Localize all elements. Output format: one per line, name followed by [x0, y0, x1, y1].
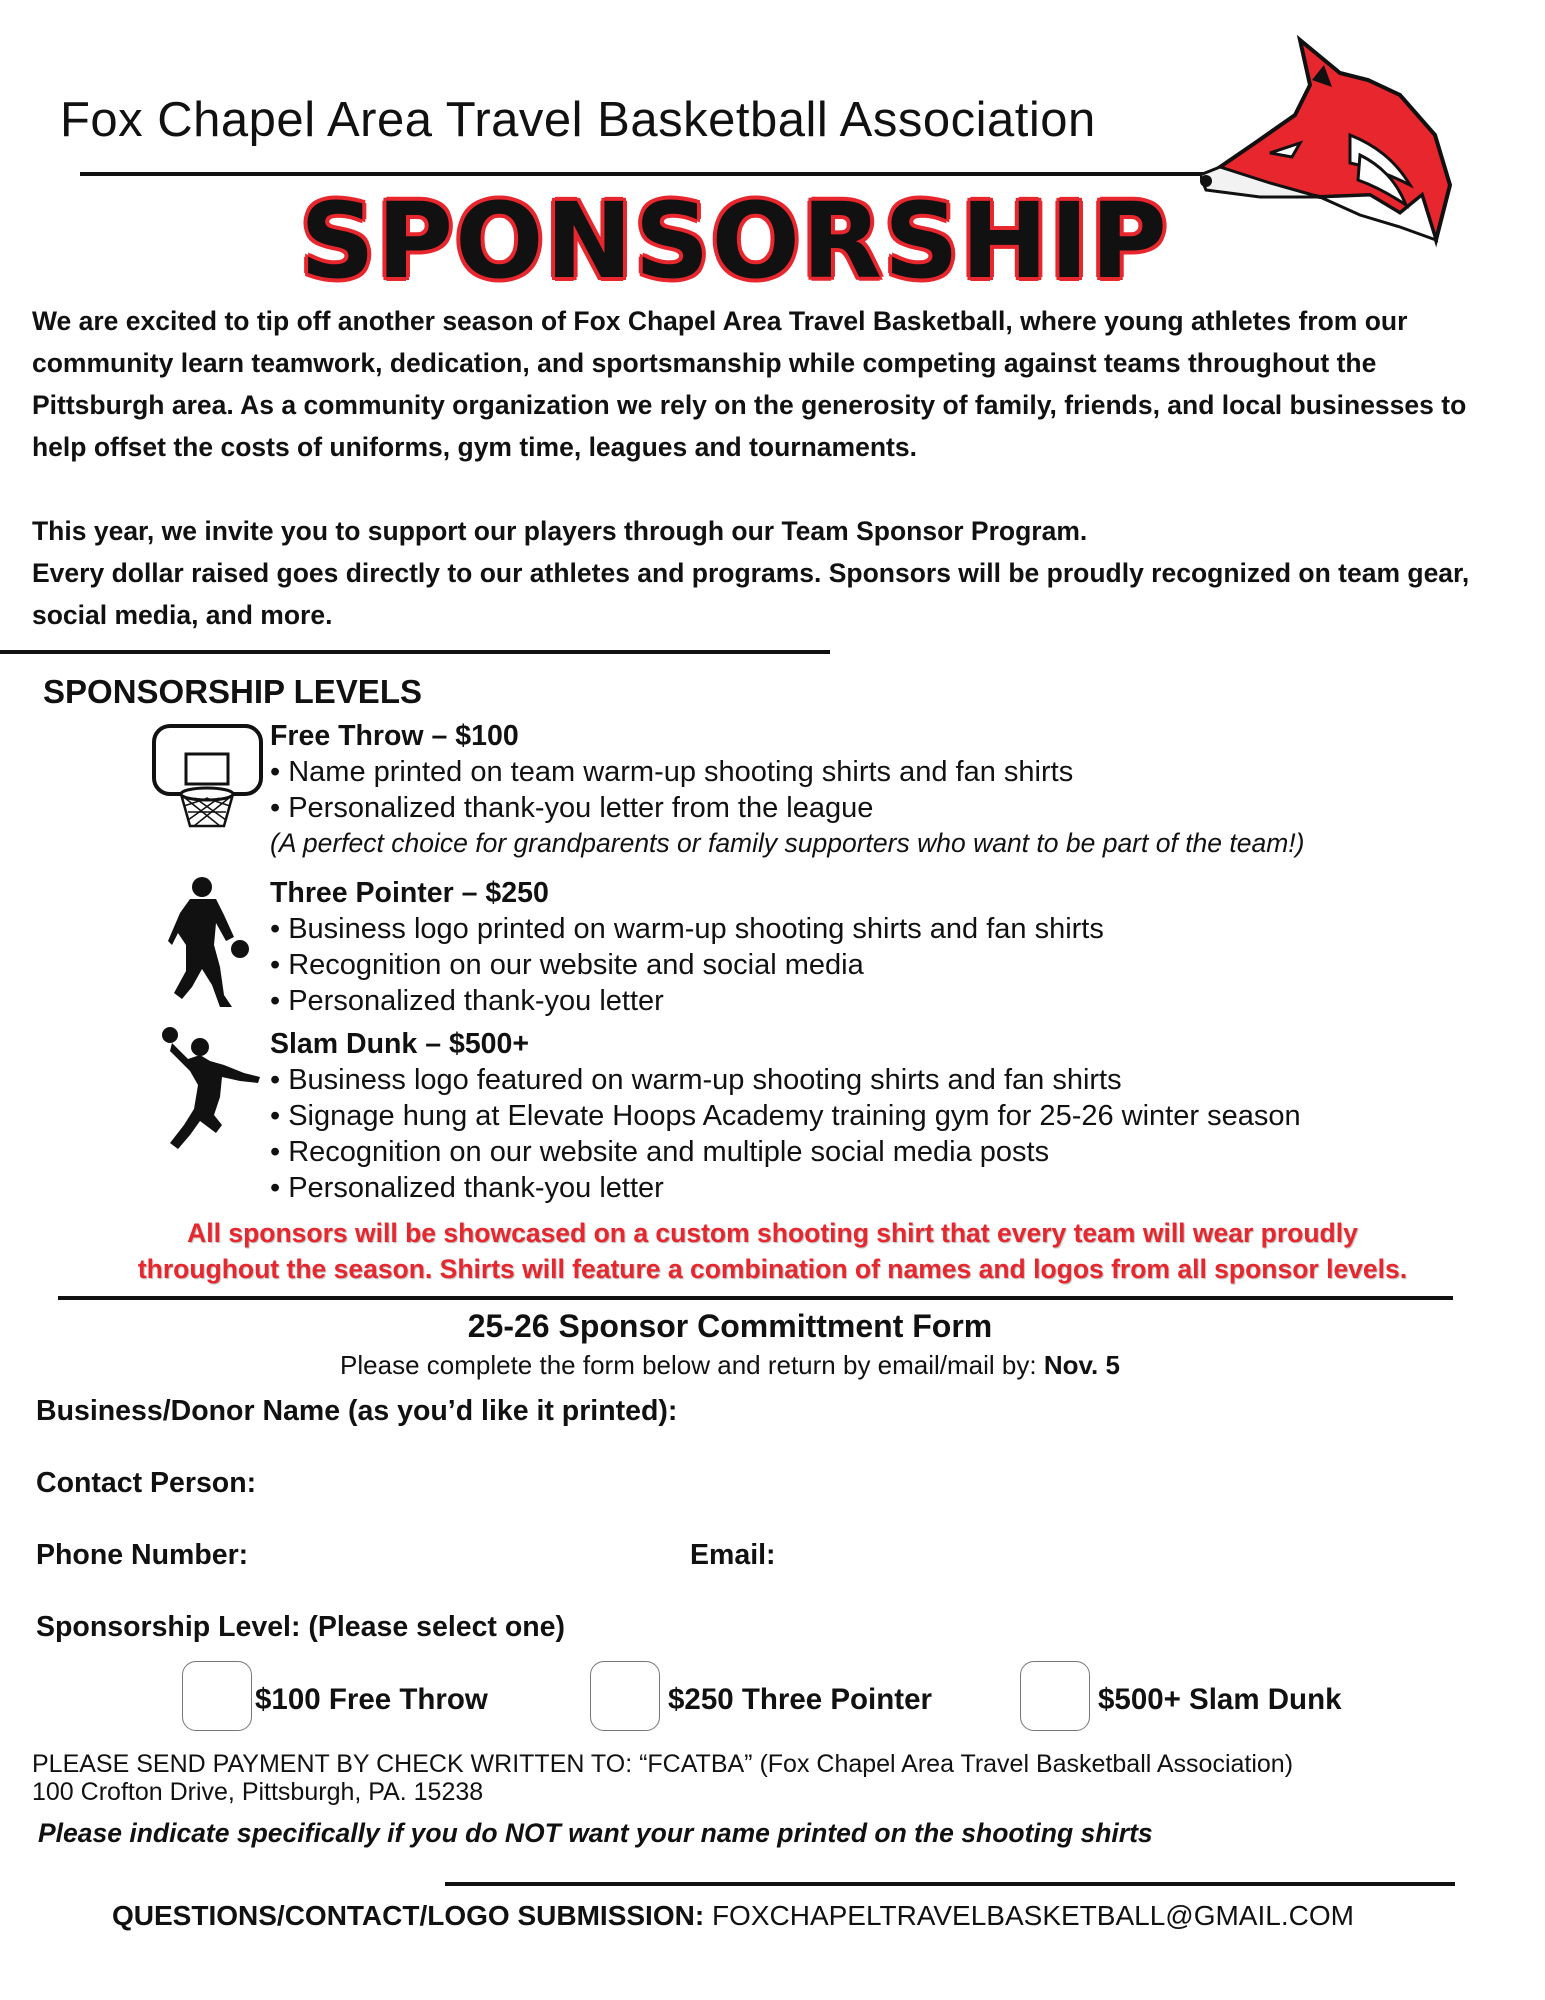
sponsorship-level-label: Sponsorship Level: (Please select one) — [36, 1611, 566, 1643]
intro-paragraph-1: We are excited to tip off another season of Fox Chapel Area Travel Basketball, where young athletes from our community learn teamwork, dedication, and sportsmanship while competing against teams throughout the Pittsburgh area. As a community organization we rely on the generosity of family, friends, and local businesses to help offset the costs of uniforms, gym time, leagues and tournaments. — [32, 306, 1467, 462]
contact-line — [112, 1900, 1354, 1932]
slam-dunk-bullet-2: • Signage hung at Elevate Hoops Academy training gym for 25-26 winter season — [270, 1100, 1301, 1132]
contact-email-link[interactable]: FOXCHAPELTRAVELBASKETBALL@GMAIL.COM — [711, 1900, 1354, 1931]
showcase-line-2: throughout the season. Shirts will feature a combination of names and logos from all sponsor levels. — [137, 1254, 1408, 1284]
intro-paragraph-2-line-2: Every dollar raised goes directly to our athletes and programs. Sponsors will be proudly recognized on team gear, social media, and more. — [32, 558, 1470, 630]
levels-title: SPONSORSHIP LEVELS — [43, 673, 422, 710]
free-throw-level-name: Free Throw – $100 — [270, 720, 519, 752]
dribbling-player-icon — [168, 875, 258, 1010]
phone-number-label: Phone Number: — [36, 1539, 249, 1571]
slam-dunk-checkbox[interactable] — [1020, 1661, 1090, 1731]
header-divider — [80, 172, 1250, 176]
org-title: Fox Chapel Area Travel Basketball Association — [60, 93, 1096, 147]
slam-dunk-level-name: Slam Dunk – $500+ — [270, 1028, 530, 1060]
slam-dunk-bullet-1: • Business logo featured on warm-up shooting shirts and fan shirts — [270, 1064, 1122, 1096]
intro-text — [32, 300, 1512, 636]
fox-logo-icon — [1200, 35, 1460, 250]
free-throw-option-label: $100 Free Throw — [255, 1683, 488, 1716]
basketball-hoop-icon — [150, 722, 265, 832]
three-pointer-level-name: Three Pointer – $250 — [270, 877, 549, 909]
free-throw-note: (A perfect choice for grandparents or family supporters who want to be part of the team!) — [270, 828, 1305, 858]
dunking-player-icon — [160, 1025, 265, 1150]
three-pointer-bullet-1: • Business logo printed on warm-up shooting shirts and fan shirts — [270, 913, 1104, 945]
contact-person-label: Contact Person: — [36, 1467, 257, 1499]
payment-address: 100 Crofton Drive, Pittsburgh, PA. 15238 — [32, 1778, 484, 1806]
form-divider — [58, 1296, 1453, 1300]
levels-divider — [0, 650, 830, 654]
three-pointer-checkbox[interactable] — [590, 1661, 660, 1731]
free-throw-checkbox[interactable] — [182, 1661, 252, 1731]
three-pointer-bullet-3: • Personalized thank-you letter — [270, 985, 664, 1017]
form-subtitle — [0, 1350, 1460, 1381]
footer-divider — [445, 1882, 1455, 1886]
showcase-line-1: All sponsors will be showcased on a custom shooting shirt that every team will wear proudly — [187, 1218, 1358, 1248]
intro-paragraph-2-line-1: This year, we invite you to support our players through our Team Sponsor Program. — [32, 516, 1088, 546]
slam-dunk-bullet-3: • Recognition on our website and multiple social media posts — [270, 1136, 1050, 1168]
three-pointer-option-label: $250 Three Pointer — [668, 1683, 932, 1716]
contact-label: QUESTIONS/CONTACT/LOGO SUBMISSION: — [112, 1900, 712, 1931]
showcase-note — [20, 1215, 1525, 1287]
form-title: 25-26 Sponsor Committment Form — [467, 1308, 993, 1344]
payment-line-1: PLEASE SEND PAYMENT BY CHECK WRITTEN TO: “FCATBA” (Fox Chapel Area Travel Basketball Association) — [32, 1750, 1294, 1778]
slam-dunk-option-label: $500+ Slam Dunk — [1098, 1683, 1342, 1716]
three-pointer-bullet-2: • Recognition on our website and social media — [270, 949, 864, 981]
sponsorship-headline: SPONSORSHIP — [300, 180, 1169, 302]
free-throw-bullet-2: • Personalized thank-you letter from the league — [270, 792, 874, 824]
form-subtitle-text: Please complete the form below and return by email/mail by: — [340, 1350, 1044, 1380]
free-throw-bullet-1: • Name printed on team warm-up shooting shirts and fan shirts — [270, 756, 1074, 788]
slam-dunk-bullet-4: • Personalized thank-you letter — [270, 1172, 664, 1204]
name-opt-out-notice: Please indicate specifically if you do NOT want your name printed on the shooting shirts — [38, 1818, 1153, 1848]
form-deadline: Nov. 5 — [1043, 1350, 1120, 1380]
payment-instructions — [32, 1750, 1293, 1806]
email-label: Email: — [690, 1539, 776, 1571]
donor-name-label: Business/Donor Name (as you’d like it printed): — [36, 1395, 678, 1427]
